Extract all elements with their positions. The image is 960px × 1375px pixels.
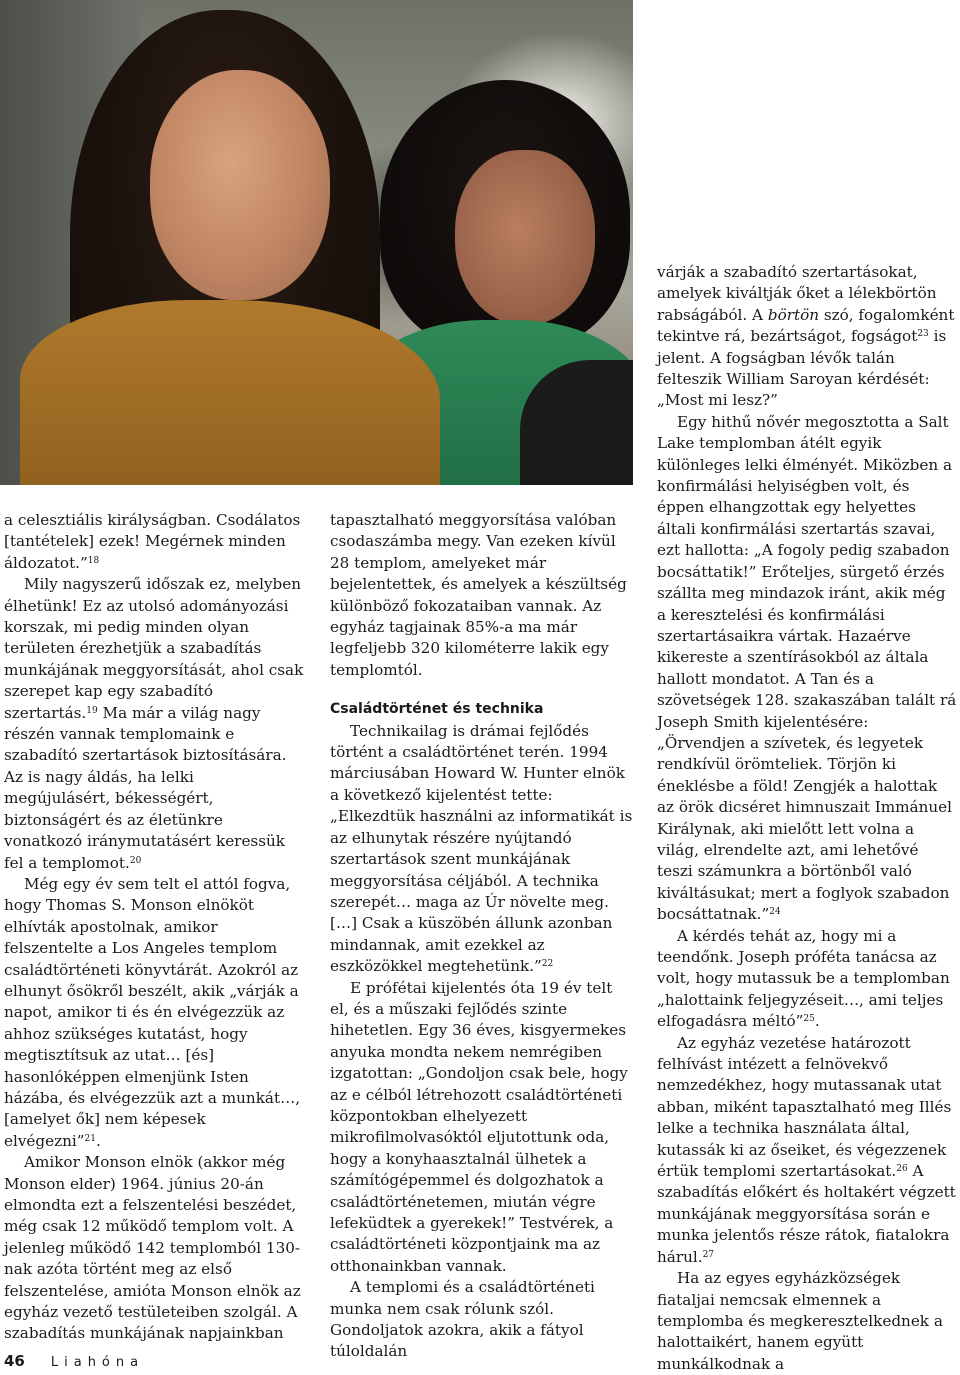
- column-3: [657, 262, 957, 1375]
- paragraph: E prófétai kijelentés óta 19 év telt el, és a műszaki fejlődés szinte hihetetlen. Egy 36 éves, kisgyermekes anyuka mondta nekem nemrégiben izgatottan: „Gondoljon csak bele, hogy az e célból létrehozott családtörténeti központokban elhelyezett mikrofilmolvasóktól eljutottunk oda, hogy a konyhaasztalnál ülhetek a számítógépemmel és dolgozhatok a családtörténetemen, miután végre lefeküdtek a gyerekek!” Testvérek, a családtörténeti központjaink ma az otthonainkban vannak.: [330, 978, 628, 1275]
- column-2: [330, 510, 635, 1363]
- page-footer: [4, 1352, 144, 1370]
- photo-woman-face: [455, 150, 595, 325]
- section-heading: Családtörténet és technika: [330, 701, 544, 718]
- paragraph: Technikailag is drámai fejlődés történt a családtörténet terén. 1994 márciusában Howard W. Hunter elnök a következő kijelentést tette: „Elkezdtük használni az informatikát is az elhunytak részére nyújtandó szertartások szent munkájának meggyorsítása céljából. A technika szerepét… maga az Úr növelte meg. […] Csak a küszöbén állunk azonban mindannak, amit ezekkel az eszközökkel megtehetünk.”$^{22}$: [330, 721, 633, 976]
- photo-girl-shirt: [20, 300, 440, 485]
- photo-girl-face: [150, 70, 330, 300]
- page-number: 46: [4, 1352, 25, 1370]
- paragraph: Egy hithű nővér megosztotta a Salt Lake templomban átélt egyik különleges lelki élményét. Miközben a konfirmálási helyiségben volt, és éppen elhangzottak egy helyettes általi konfirmálási szertartás szavai, ezt hallotta: „A fogoly pedig szabadon bocsáttatik!” Erőteljes, sürgető érzés szállta meg mindazok iránt, akik még a keresztelési és konfirmálási szertartásaikra vártak. Hazaérve kikereste a szentírásokból az általa hallott mondatot. A Tan és a szövetségek 128. szakaszában talált rá Joseph Smith kijelentésére: „Örvendjen a szívetek, és legyetek rendkívül örömteliek. Törjön ki éneklésbe a föld! Zengjék a halottak az örök dicséret himnuszait Immánuel Királynak, aki mielőtt lett volna a világ, elrendelte azt, ami lehetővé teszi számunkra a börtönből való kiváltásukat; mert a foglyok szabadon bocsáttatnak.”$^{24}$: [657, 412, 957, 924]
- paragraph: a celesztiális királyságban. Csodálatos [tantételek] ezek! Megérnek minden áldozatot.”$^{18}$: [4, 511, 301, 572]
- magazine-name: Liahóna: [50, 1355, 145, 1370]
- paragraph: A kérdés tehát az, hogy mi a teendőnk. Joseph próféta tanácsa az volt, hogy mutassuk be a templomban „halottaink feljegyzéseit…, ami teljes elfogadásra méltó”$^{25}$.: [657, 926, 950, 1031]
- paragraph: Amikor Monson elnök (akkor még Monson elder) 1964. június 20-án elmondta ezt a felszentelési beszédet, még csak 12 működő templom volt. A jelenleg működő 142 templomból 130-nak azóta történt meg az első felszentelése, amióta Monson elnök az egyház vezető testületeiben szolgál. A szabadítás munkájának napjainkban: [4, 1153, 301, 1343]
- paragraph: Az egyház vezetése határozott felhívást intézett a felnövekvő nemzedékhez, hogy mutassanak utat abban, miként tapasztalható meg Illés lelke a technika használata által, kutassák ki az őseiket, és végezzenek értük templomi szertartásokat.$^{26}$ A szabadítás előkért és holtakért végzett munkájának meggyorsítása során e munka jelentős része rátok, fiatalokra hárul.$^{27}$: [657, 1033, 956, 1266]
- paragraph: várják a szabadító szertartásokat, amelyek kiváltják őket a lélekbörtön rabságából. A börtön szó, fogalomként tekintve rá, bezártságot, fogságot$^{23}$ is jelent. A fogságban lévők talán felteszik William Saroyan kérdését: „Most mi lesz?”: [657, 263, 955, 410]
- paragraph: Ha az egyes egyházközségek fiataljai nemcsak elmennek a templomba és megkeresztelkednek a halottaikért, hanem együtt munkálkodnak a: [657, 1269, 943, 1373]
- paragraph: tapasztalható meggyorsítása valóban csodaszámba megy. Van ezeken kívül 28 templom, amelyeket már bejelentettek, és amelyek a készültség különböző fokozataiban vannak. Az egyház tagjainak 85%-a ma már legfeljebb 320 kilométerre lakik egy templomtól.: [330, 511, 627, 679]
- paragraph: Mily nagyszerű időszak ez, melyben élhetünk! Ez az utolsó adományozási korszak, mi pedig minden olyan területen érezhetjük a szabadítás munkájának meggyorsítását, ahol csak szerepet kap egy szabadító szertartás.$^{19}$ Ma már a világ nagy részén vannak templomaink e szabadító szertartások biztosítására. Az is nagy áldás, ha lelki megújulásért, békességért, biztonságért és az életünkre vonatkozó iránymutatásért keressük fel a templomot.$^{20}$: [4, 575, 304, 872]
- photo-two-women: [0, 0, 633, 485]
- column-1: [4, 510, 304, 1345]
- paragraph: Még egy év sem telt el attól fogva, hogy Thomas S. Monson elnököt elhívták apostolnak, amikor felszentelte a Los Angeles templom családtörténeti könyvtárát. Azokról az elhunyt ősökről beszélt, akik „várják a napot, amikor ti és én elvégezzük az ahhoz szükséges kutatást, hogy megtisztítsuk az utat… [és] hasonlóképpen elmenjünk Isten házába, és elvégezzük azt a munkát…, [amelyet ők] nem képesek elvégezni”$^{21}$.: [4, 874, 301, 1150]
- paragraph: A templomi és a családtörténeti munka nem csak rólunk szól. Gondoljatok azokra, akik a fátyol túloldalán: [330, 1278, 595, 1361]
